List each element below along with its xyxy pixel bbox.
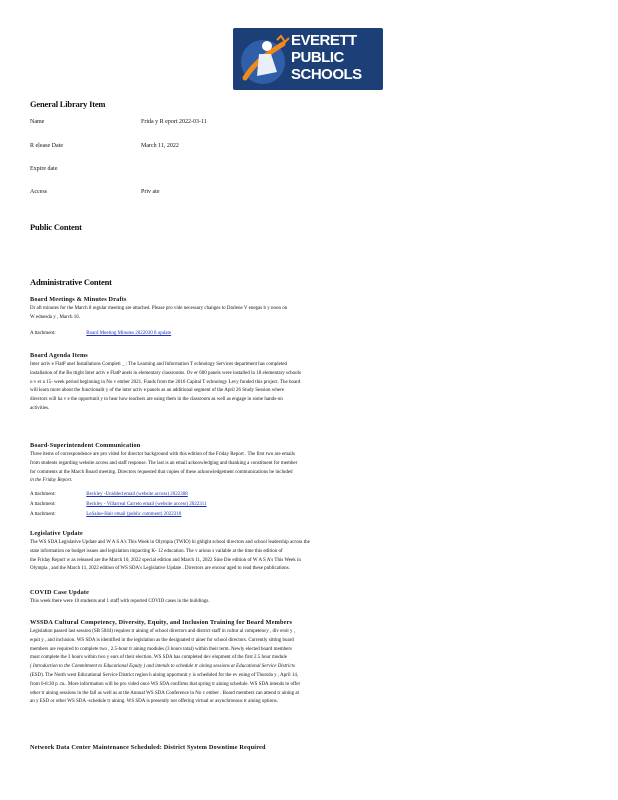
attachment-label: A ttachment:	[30, 492, 56, 497]
general-heading: General Library Item	[30, 99, 106, 109]
text-line: Dr aft minutes for the March 8 regular meeting are attached. Please pro vide necessary changes to Darlene V enegas b y noon on	[30, 306, 288, 311]
text-line: Olympia , and the March 11, 2022 edition of WS SDA's Legislative Update . Directors are encour aged to read these publications.	[30, 566, 290, 572]
logo-figure-icon	[237, 32, 293, 88]
logo-line-3: SCHOOLS	[291, 66, 362, 83]
text-line: directors will ha v e the opportunit y to hear how teachers are using them in the classroom as well as engage in some hands-on	[30, 397, 283, 403]
text-line: The WS SDA Legislative Update and W A S A's This Week in Olympia (TWIO) hi ghlight school directors and school leadership across the	[30, 540, 310, 545]
public-content-heading: Public Content	[30, 222, 82, 232]
legislative-text	[30, 539, 590, 574]
email-attachment-link[interactable]: Beckley - Villarreal Carreto email (website access) 2022311	[86, 502, 207, 507]
text-line: members are required to complete two , 2.5-hour tr aining modules (3 hours total) within their term. Newly elected board members	[30, 646, 293, 652]
board-meetings-title: Board Meetings & Minutes Drafts	[30, 296, 127, 303]
logo-wordmark	[291, 32, 381, 83]
text-line: the Friday Report w as released are the March 10, 2022 special edition and March 11, 2022 Sine Die edition of W A S A's This Week in	[30, 557, 301, 563]
text-line: from 6-8:30 p .m.. More information will be pro vided once WS SDA confirms that spring tr aining schedule. WS SDA intends to offer	[30, 681, 301, 687]
text-line: equit y , and inclusion. WS SDA is identified in the legislation as the designated tr ainer for school directors. Currently sitting board	[30, 637, 294, 643]
expire-date-row	[30, 166, 58, 173]
text-line: (ESD). The North west Educational Service District region h aining opportunit y is scheduled for the ev ening of Thursda y , April 14,	[30, 672, 299, 678]
logo-line-1: EVERETT	[291, 32, 357, 49]
attachment-label: A ttachment:	[30, 502, 56, 507]
access-row	[30, 189, 160, 196]
text-line: will learn more about the functionalit y of the inter activ e panels as an additional segment of the April 26 Study Session where	[30, 388, 284, 394]
text-line: state information on budget issues and legislation impacting K- 12 education. The v arious s vailable at the time this edition of	[30, 548, 283, 554]
admin-content-heading: Administrative Content	[30, 277, 112, 287]
covid-title: COVID Case Update	[30, 589, 90, 596]
covid-text	[30, 598, 590, 607]
text-line: an y ESD or other WS SDA -schedule tr aining. WS SDA is presently not offering virtual or asynchronous tr aining options.	[30, 699, 278, 705]
name-row	[30, 119, 207, 126]
release-date-value: March 11, 2022	[141, 143, 179, 149]
board-meetings-attachment	[30, 330, 171, 338]
email-attachment-link[interactable]: Beckley -Unidded email (website access) 2022308	[86, 492, 188, 497]
everett-public-schools-logo	[233, 28, 383, 90]
agenda-title: Board Agenda Items	[30, 352, 88, 359]
text-line: for comments at the March Board meeting. Directors requested that copies of these acknowledgement communications be included	[30, 469, 293, 475]
text-line: Inter activ e FlatP anel Installations Completi _ : The Learning and Information T echnology Services department has completed	[30, 362, 287, 367]
text-line: in the Friday Report.	[30, 478, 73, 484]
superintendent-title: Board-Superintendent Communication	[30, 442, 141, 449]
text-line: o v er a 15- week period beginning in No v ember 2021. Funds from the 2016 Capital T echnology Levy funded this project. The board	[30, 379, 301, 385]
attachment-label: A ttachment:	[30, 331, 56, 336]
text-line: W ednesda y , March 16.	[30, 314, 81, 320]
superintendent-text	[30, 451, 590, 486]
board-meetings-text	[30, 305, 590, 323]
name-value: Frida y R eport 2022-03-11	[141, 119, 207, 125]
attachment-label: A ttachment:	[30, 512, 56, 517]
text-line: activities.	[30, 405, 50, 411]
text-line: This week there were 10 students and 1 staff with reported COVID cases in the buildings.	[30, 599, 210, 604]
superintendent-attachment-2	[30, 501, 207, 509]
text-line: from students regarding website access and staff response. The last is an email acknowledging and thanking a constituent for member	[30, 460, 298, 466]
wssda-text	[30, 628, 590, 707]
minutes-attachment-link[interactable]: Board Meeting Minutes 2022030 8 update	[86, 331, 172, 336]
superintendent-attachment-3	[30, 511, 181, 519]
access-value: Priv ate	[141, 189, 160, 195]
text-line: Legislation passed last session (SB 5044) requires tr aining of school directors and district staff in cultur al competency , div ersit y ,	[30, 629, 295, 634]
wssda-title: WSSDA Cultural Competency, Diversity, Equity, and Inclusion Training for Board Members	[30, 619, 293, 626]
name-label: Name	[30, 119, 45, 125]
email-attachment-link[interactable]: LeSaine-Hair email (public comment) 2022310	[86, 512, 182, 517]
superintendent-attachment-1	[30, 491, 188, 499]
legislative-title: Legislative Update	[30, 530, 83, 537]
agenda-text	[30, 361, 590, 414]
text-line: must complete the 3 hours within two y ears of their election. WS SDA has completed dev elopment of the first 2.5 hour module	[30, 655, 287, 661]
text-line: Three items of correspondence are pro vided for director background with this edition of the Friday Report . The first two are emails	[30, 452, 295, 457]
text-line: installation of the Bo ttight Inter activ e FlatP anels in elementary classrooms. Ov er 600 panels were installed in 18 elementary schools	[30, 370, 301, 376]
expire-date-label: Expire date	[30, 166, 58, 172]
release-date-label: R elease Date	[30, 143, 63, 149]
text-line: ( Introduction to the Commitment to Educational Equity ) and intends to schedule tr aining sessions at Educational Service Districts	[30, 664, 295, 670]
access-label: Access	[30, 189, 47, 195]
network-title: Network Data Center Maintenance Scheduled: District System Downtime Required	[30, 744, 266, 751]
logo-line-2: PUBLIC	[291, 49, 344, 66]
release-date-row	[30, 143, 179, 150]
text-line: other tr aining sessions in the fall as well as at the Annual WS SDA Conference in No v ember . Board members can attend tr aining at	[30, 690, 300, 696]
